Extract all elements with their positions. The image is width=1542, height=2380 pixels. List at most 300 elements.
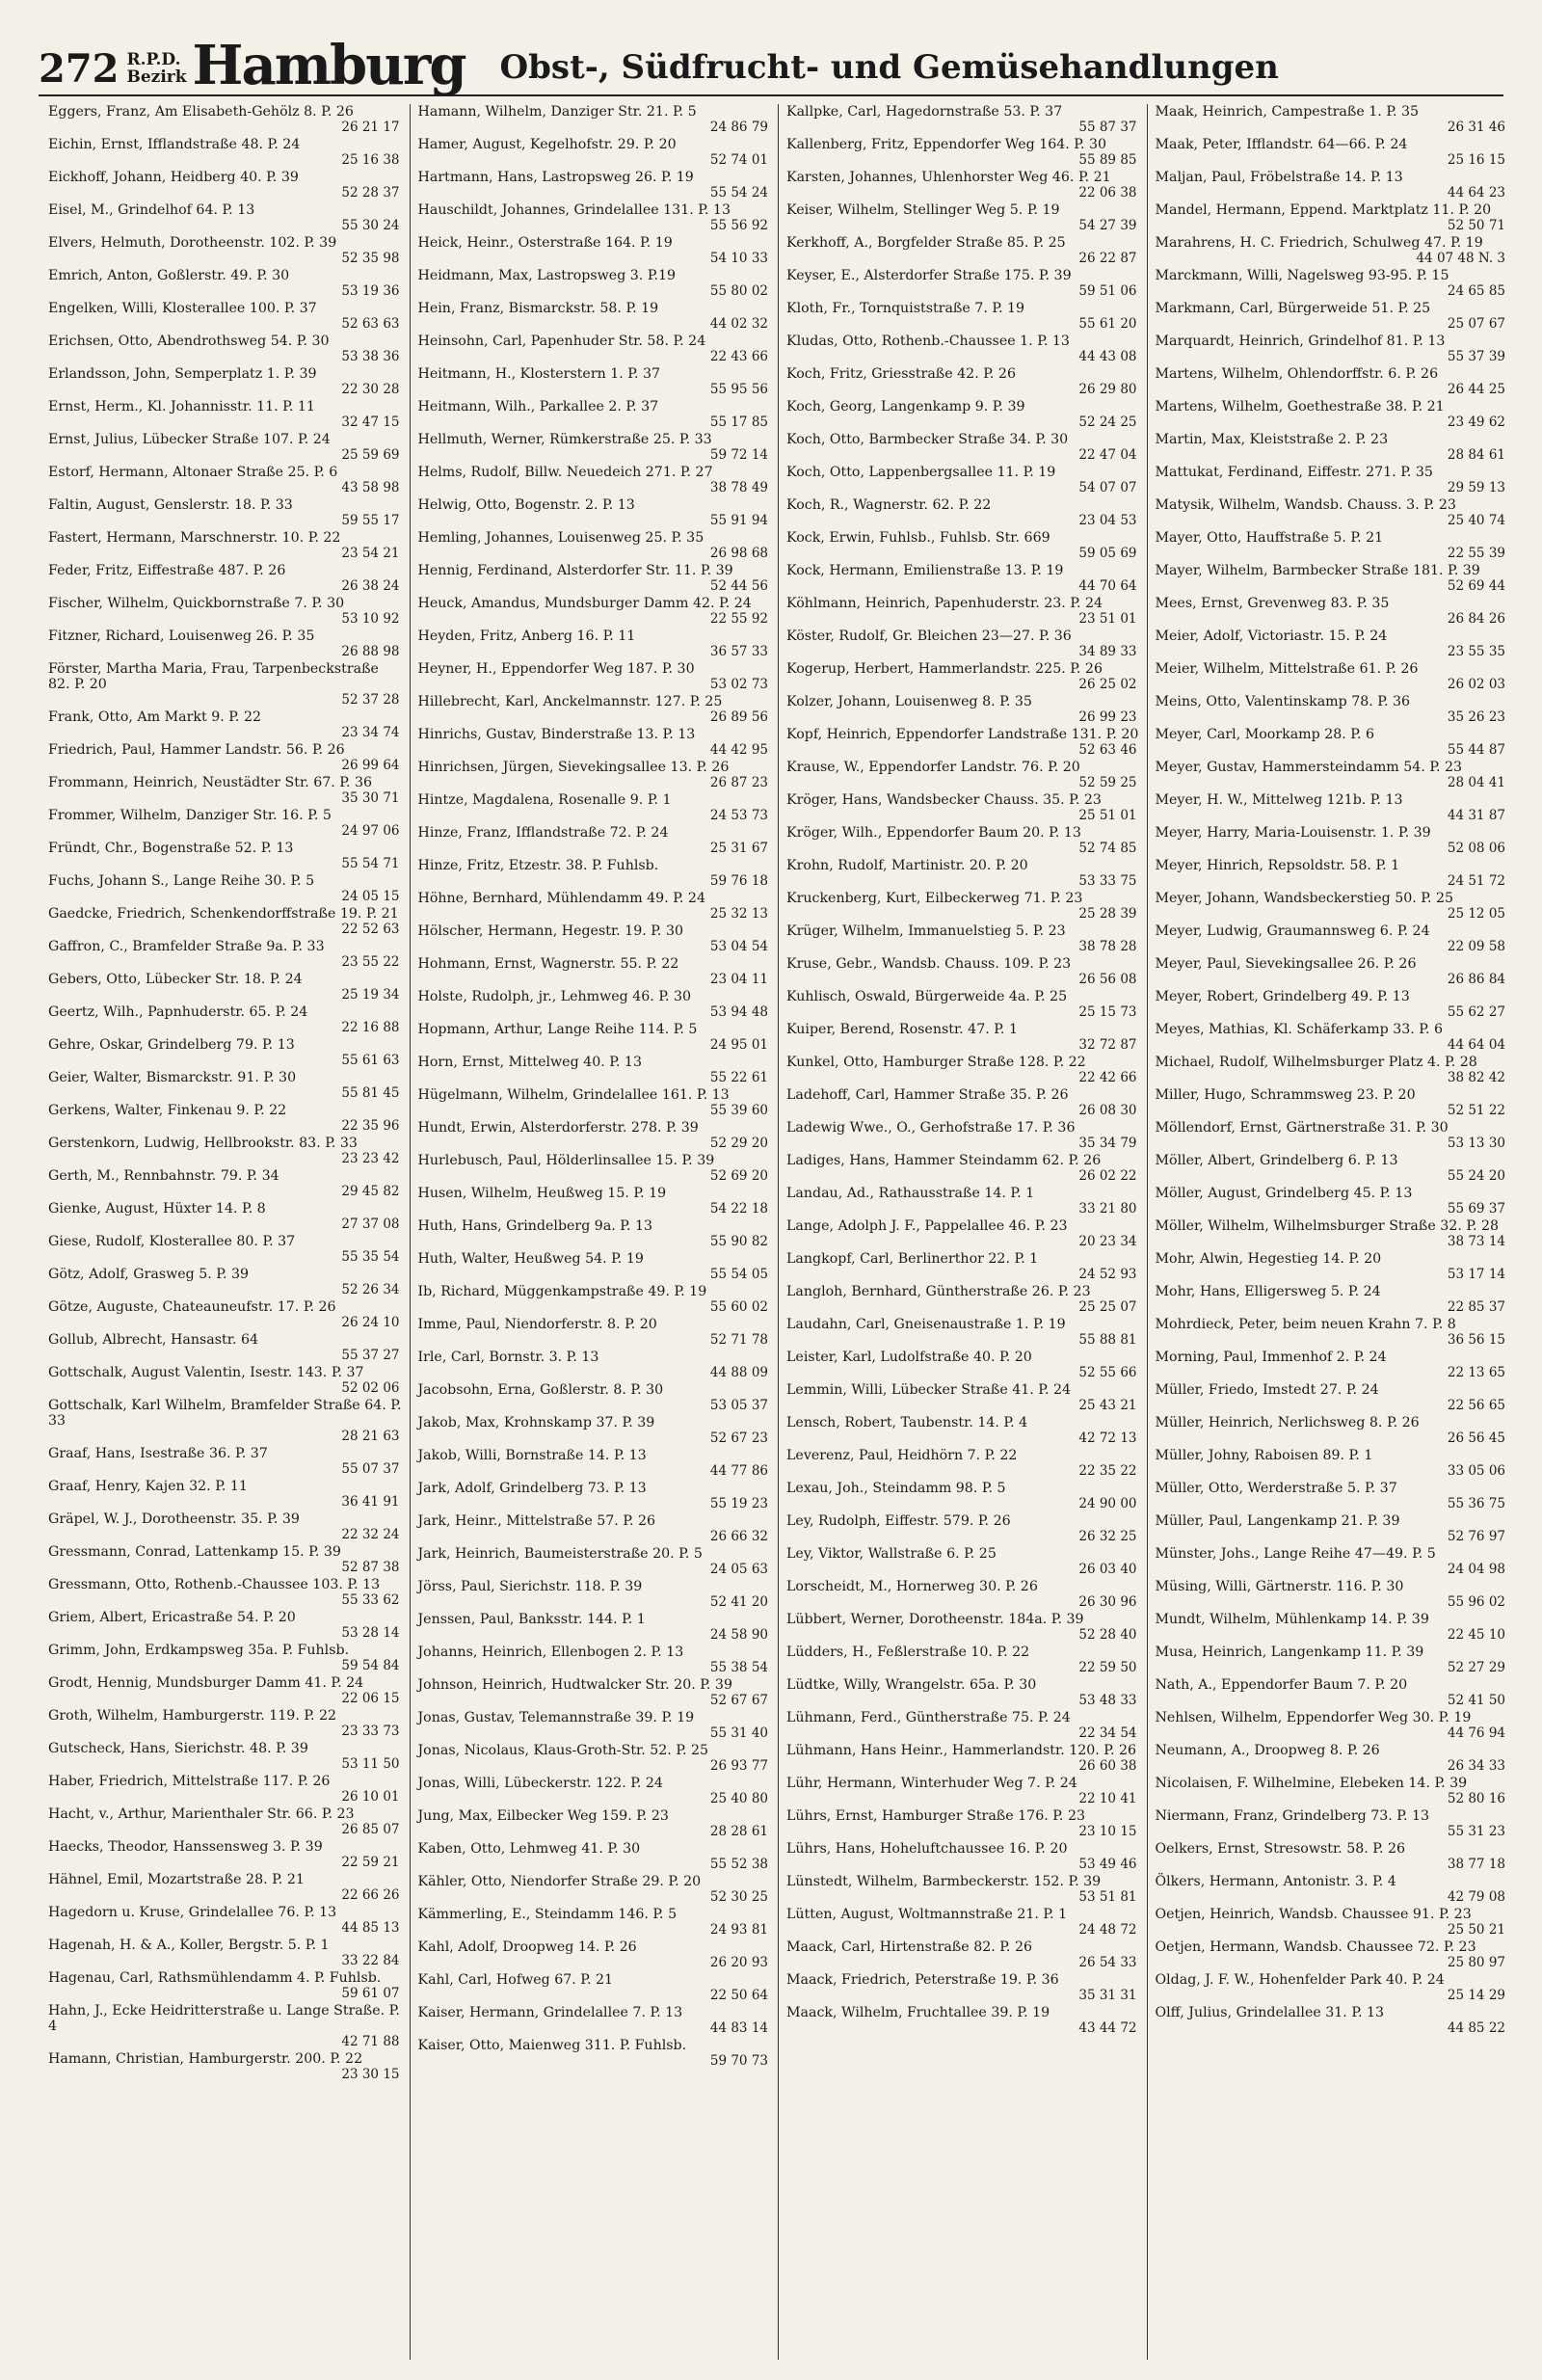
entry-phone: 38 77 18 (1447, 1857, 1505, 1872)
entry-phone: 52 41 20 (709, 1594, 768, 1610)
entry-text: Langkopf, Carl, Berlinerthor 22. P. 1 (786, 1251, 1039, 1267)
entry-phone: 23 55 22 (341, 954, 400, 970)
entry-text: Kock, Erwin, Fuhlsb., Fuhlsb. Str. 669 (786, 530, 1050, 546)
entry-text: Groth, Wilhelm, Hamburgerstr. 119. P. 22 (48, 1708, 337, 1724)
directory-entry (48, 1544, 402, 1575)
entry-phone: 26 99 23 (1078, 709, 1137, 725)
entry-phone: 55 69 37 (1447, 1201, 1505, 1217)
entry-phone: 55 54 71 (341, 856, 400, 871)
entry-phone: 53 51 81 (1078, 1889, 1137, 1905)
directory-entry (1156, 825, 1508, 856)
directory-entry (786, 1022, 1139, 1053)
entry-text: Ölkers, Hermann, Antonistr. 3. P. 4 (1155, 1874, 1396, 1889)
directory-entry (48, 2003, 402, 2049)
directory-entry (1156, 1087, 1508, 1118)
entry-phone: 52 08 06 (1447, 841, 1505, 856)
entry-phone: 24 90 00 (1078, 1496, 1137, 1511)
entry-phone: 55 87 37 (1078, 120, 1137, 135)
entry-phone: 24 48 72 (1078, 1922, 1137, 1938)
entry-text: Estorf, Hermann, Altonaer Straße 25. P. 6 (48, 465, 338, 480)
entry-phone: 55 62 27 (1447, 1004, 1505, 1020)
entry-text: Miller, Hugo, Schrammsweg 23. P. 20 (1155, 1087, 1416, 1103)
entry-phone: 55 36 75 (1447, 1496, 1505, 1511)
directory-entry (786, 1612, 1139, 1643)
directory-entry (418, 1841, 771, 1872)
entry-phone: 55 91 94 (709, 513, 768, 528)
entry-phone: 22 35 96 (341, 1118, 400, 1134)
entry-phone: 26 98 68 (709, 546, 768, 561)
directory-entry (418, 268, 771, 299)
entry-text: Müller, Paul, Langenkamp 21. P. 39 (1155, 1513, 1400, 1529)
entry-phone: 55 61 20 (1078, 316, 1137, 332)
directory-entry (48, 841, 402, 871)
entry-phone: 55 81 45 (341, 1085, 400, 1101)
entry-phone: 25 31 67 (709, 841, 768, 856)
entry-phone: 22 55 92 (709, 611, 768, 627)
entry-text: Kröger, Wilh., Eppendorfer Baum 20. P. 13 (786, 825, 1081, 841)
directory-entry (786, 596, 1139, 627)
entry-text: Oetjen, Hermann, Wandsb. Chaussee 72. P. 23 (1155, 1939, 1476, 1955)
directory-entry (48, 1708, 402, 1739)
entry-phone: 25 40 80 (709, 1791, 768, 1806)
entry-phone: 55 39 60 (709, 1103, 768, 1118)
entry-phone: 23 10 15 (1078, 1824, 1137, 1839)
entry-phone: 52 35 98 (341, 251, 400, 266)
directory-entry (48, 137, 402, 168)
entry-text: Haecks, Theodor, Hanssensweg 3. P. 39 (48, 1839, 323, 1855)
directory-entry (1156, 1743, 1508, 1774)
directory-entry (1156, 104, 1508, 135)
directory-entry (48, 1037, 402, 1068)
entry-text: Mandel, Hermann, Eppend. Marktplatz 11. P. 20 (1155, 202, 1492, 218)
directory-entry (418, 2005, 771, 2036)
entry-phone: 26 20 93 (709, 1955, 768, 1970)
directory-entry (418, 1743, 771, 1774)
entry-phone: 55 90 82 (709, 1234, 768, 1249)
entry-phone: 24 05 63 (709, 1562, 768, 1577)
directory-entry (1156, 1218, 1508, 1249)
entry-text: Kerkhoff, A., Borgfelder Straße 85. P. 25 (786, 235, 1066, 251)
directory-entry (48, 1446, 402, 1477)
entry-phone: 55 89 85 (1078, 152, 1137, 168)
entry-text: Imme, Paul, Niendorferstr. 8. P. 20 (417, 1317, 657, 1332)
directory-entry (48, 301, 402, 332)
entry-phone: 55 30 24 (341, 218, 400, 233)
entry-phone: 25 16 15 (1447, 152, 1505, 168)
entry-phone: 52 55 66 (1078, 1365, 1137, 1380)
entry-phone: 22 56 65 (1447, 1398, 1505, 1413)
entry-phone: 53 19 36 (341, 283, 400, 299)
entry-phone: 22 66 26 (341, 1887, 400, 1903)
entry-text: Lütten, August, Woltmannstraße 21. P. 1 (786, 1907, 1068, 1922)
directory-entry (786, 1251, 1139, 1282)
directory-entry (418, 170, 771, 201)
directory-entry (418, 923, 771, 954)
directory-entry (1156, 1055, 1508, 1085)
entry-phone: 52 67 67 (709, 1693, 768, 1708)
entry-text: Kaben, Otto, Lehmweg 41. P. 30 (417, 1841, 641, 1857)
directory-entry (418, 1251, 771, 1282)
entry-phone: 55 19 23 (709, 1496, 768, 1511)
directory-entry (418, 399, 771, 430)
entry-text: Huth, Hans, Grindelberg 9a. P. 13 (417, 1218, 653, 1234)
entry-phone: 55 54 24 (709, 185, 768, 201)
entry-phone: 26 31 46 (1447, 120, 1505, 135)
entry-text: Hügelmann, Wilhelm, Grindelallee 161. P. 13 (417, 1087, 730, 1103)
directory-entry (418, 1317, 771, 1348)
entry-text: Götz, Adolf, Grasweg 5. P. 39 (48, 1267, 250, 1282)
directory-entry (418, 1022, 771, 1053)
entry-text: Krüger, Wilhelm, Immanuelstieg 5. P. 23 (786, 923, 1066, 939)
entry-text: Hagedorn u. Kruse, Grindelallee 76. P. 13 (48, 1905, 337, 1920)
entry-phone: 55 38 54 (709, 1660, 768, 1675)
entry-text: Martens, Wilhelm, Ohlendorffstr. 6. P. 26 (1155, 366, 1439, 382)
directory-entry (418, 1481, 771, 1511)
entry-phone: 53 17 14 (1447, 1267, 1505, 1282)
entry-phone: 26 85 07 (341, 1822, 400, 1837)
entry-text: Mattukat, Ferdinand, Eiffestr. 271. P. 35 (1155, 465, 1433, 480)
entry-phone: 25 40 74 (1447, 513, 1505, 528)
directory-entry (48, 1938, 402, 1968)
directory-entry (48, 939, 402, 970)
entry-text: Helms, Rudolf, Billw. Neuedeich 271. P. 27 (417, 465, 713, 480)
entry-phone: 43 44 72 (1078, 2020, 1137, 2036)
entry-text: Mayer, Otto, Hauffstraße 5. P. 21 (1155, 530, 1384, 546)
directory-entry (48, 1479, 402, 1510)
entry-text: Lensch, Robert, Taubenstr. 14. P. 4 (786, 1415, 1028, 1431)
entry-phone: 25 12 05 (1447, 906, 1505, 922)
entry-text: Hauschildt, Johannes, Grindelallee 131. P. 13 (417, 202, 731, 218)
directory-entry (48, 1299, 402, 1330)
directory-entry (1156, 530, 1508, 561)
entry-phone: 26 03 40 (1078, 1562, 1137, 1577)
entry-text: Eggers, Franz, Am Elisabeth-Gehölz 8. P. 26 (48, 104, 354, 120)
entry-phone: 26 02 22 (1078, 1168, 1137, 1184)
entry-phone: 52 80 16 (1447, 1791, 1505, 1806)
directory-entry (786, 1546, 1139, 1577)
entry-text: Langloh, Bernhard, Güntherstraße 26. P. 23 (786, 1284, 1091, 1299)
entry-phone: 25 32 13 (709, 906, 768, 922)
entry-text: Leister, Karl, Ludolfstraße 40. P. 20 (786, 1350, 1032, 1365)
entry-phone: 32 47 15 (341, 414, 400, 430)
entry-text: Jenssen, Paul, Banksstr. 144. P. 1 (417, 1612, 646, 1627)
entry-phone: 26 29 80 (1078, 382, 1137, 397)
directory-entry (786, 1481, 1139, 1511)
entry-phone: 55 80 02 (709, 283, 768, 299)
directory-entry (1156, 366, 1508, 397)
entry-text: Graaf, Hans, Isestraße 36. P. 37 (48, 1446, 268, 1461)
directory-entry (1156, 1776, 1508, 1806)
directory-entry (418, 1677, 771, 1708)
entry-text: Hillebrecht, Karl, Anckelmannstr. 127. P. 25 (417, 694, 723, 709)
entry-phone: 44 77 86 (709, 1463, 768, 1479)
directory-entry (418, 956, 771, 987)
entry-text: Möller, Wilhelm, Wilhelmsburger Straße 32. P. 28 (1155, 1218, 1500, 1234)
directory-entry (786, 1776, 1139, 1806)
entry-text: Kallpke, Carl, Hagedornstraße 53. P. 37 (786, 104, 1063, 120)
entry-phone: 25 43 21 (1078, 1398, 1137, 1413)
directory-entry (48, 1365, 402, 1396)
directory-entry (786, 1382, 1139, 1413)
entry-phone: 22 06 38 (1078, 185, 1137, 201)
directory-entry (1156, 1874, 1508, 1905)
directory-entry (48, 1839, 402, 1870)
column-3 (778, 104, 1147, 2360)
directory-entry (418, 1972, 771, 2003)
entry-phone: 23 54 21 (341, 546, 400, 561)
entry-text: Maak, Peter, Ifflandstr. 64—66. P. 24 (1155, 137, 1408, 152)
directory-entry (786, 104, 1139, 135)
entry-text: Lemmin, Willi, Lübecker Straße 41. P. 24 (786, 1382, 1072, 1398)
directory-entry (786, 334, 1139, 364)
entry-text: Ladewig Wwe., O., Gerhofstraße 17. P. 36 (786, 1120, 1076, 1136)
directory-entry (418, 858, 771, 889)
entry-text: Friedrich, Paul, Hammer Landstr. 56. P. 26 (48, 742, 345, 758)
entry-phone: 22 47 04 (1078, 447, 1137, 463)
entry-phone: 42 71 88 (341, 2034, 400, 2049)
entry-phone: 55 22 61 (709, 1070, 768, 1085)
directory-entry (786, 497, 1139, 528)
entry-phone: 59 54 84 (341, 1658, 400, 1673)
entry-phone: 53 02 73 (709, 677, 768, 692)
entry-phone: 26 60 38 (1078, 1758, 1137, 1774)
entry-phone: 52 63 46 (1078, 742, 1137, 758)
entry-phone: 53 13 30 (1447, 1136, 1505, 1151)
entry-text: Helwig, Otto, Bogenstr. 2. P. 13 (417, 497, 635, 513)
entry-text: Marquardt, Heinrich, Grindelhof 81. P. 13 (1155, 334, 1446, 349)
entry-phone: 52 37 28 (341, 692, 400, 708)
entry-text: Hacht, v., Arthur, Marienthaler Str. 66. P. 23 (48, 1806, 355, 1822)
directory-entry (418, 1513, 771, 1544)
directory-entry (48, 1511, 402, 1542)
entry-phone: 26 22 87 (1078, 251, 1137, 266)
entry-text: Lüdtke, Willy, Wrangelstr. 65a. P. 30 (786, 1677, 1037, 1693)
directory-entry (1156, 1939, 1508, 1970)
entry-text: Meyer, Robert, Grindelberg 49. P. 13 (1155, 989, 1410, 1004)
directory-entry (1156, 1120, 1508, 1151)
directory-entry (786, 301, 1139, 332)
directory-entry (786, 1907, 1139, 1938)
entry-text: Mohr, Hans, Elligersweg 5. P. 24 (1155, 1284, 1381, 1299)
directory-entry (48, 1004, 402, 1035)
entry-phone: 52 26 34 (341, 1282, 400, 1297)
entry-text: Oldag, J. F. W., Hohenfelder Park 40. P. 24 (1155, 1972, 1445, 1988)
directory-entry (786, 1677, 1139, 1708)
directory-entry (48, 1070, 402, 1101)
entry-text: Maljan, Paul, Fröbelstraße 14. P. 13 (1155, 170, 1403, 185)
entry-phone: 22 10 41 (1078, 1791, 1137, 1806)
directory-entry (1156, 727, 1508, 758)
entry-text: Meyer, Gustav, Hammersteindamm 54. P. 23 (1155, 760, 1463, 775)
entry-phone: 59 61 07 (341, 1986, 400, 2001)
directory-entry (48, 873, 402, 904)
directory-entry (1156, 1284, 1508, 1315)
directory-entry (1156, 1677, 1508, 1708)
directory-entry (1156, 170, 1508, 201)
entry-phone: 33 21 80 (1078, 1201, 1137, 1217)
section-title: Obst-, Südfrucht- und Gemüsehandlungen (499, 48, 1279, 87)
entry-text: Ley, Viktor, Wallstraße 6. P. 25 (786, 1546, 997, 1562)
entry-text: Kloth, Fr., Tornquiststraße 7. P. 19 (786, 301, 1025, 316)
entry-text: Gebers, Otto, Lübecker Str. 18. P. 24 (48, 972, 303, 987)
entry-text: Hamann, Wilhelm, Danziger Str. 21. P. 5 (417, 104, 697, 120)
entry-phone: 24 52 93 (1078, 1267, 1137, 1282)
directory-entry (418, 202, 771, 233)
directory-entry (1156, 1481, 1508, 1511)
directory-entry (786, 956, 1139, 987)
directory-entry (48, 709, 402, 740)
entry-text: Morning, Paul, Immenhof 2. P. 24 (1155, 1350, 1387, 1365)
entry-phone: 28 84 61 (1447, 447, 1505, 463)
entry-phone: 52 71 78 (709, 1332, 768, 1348)
directory-entry (48, 775, 402, 806)
entry-phone: 44 31 87 (1447, 808, 1505, 823)
entry-text: Gehre, Oskar, Grindelberg 79. P. 13 (48, 1037, 295, 1053)
entry-text: Markmann, Carl, Bürgerweide 51. P. 25 (1155, 301, 1431, 316)
directory-entry (48, 399, 402, 430)
directory-entry (786, 1808, 1139, 1839)
entry-text: Keiser, Wilhelm, Stellinger Weg 5. P. 19 (786, 202, 1060, 218)
entry-text: Niermann, Franz, Grindelberg 73. P. 13 (1155, 1808, 1430, 1824)
entry-text: Hundt, Erwin, Alsterdorferstr. 278. P. 39 (417, 1120, 699, 1136)
entry-phone: 44 76 94 (1447, 1725, 1505, 1741)
directory-entry (48, 1774, 402, 1805)
directory-entry (1156, 235, 1508, 266)
entry-text: Johanns, Heinrich, Ellenbogen 2. P. 13 (417, 1645, 684, 1660)
directory-entry (48, 1267, 402, 1297)
directory-entry (786, 1087, 1139, 1118)
entry-text: Heick, Heinr., Osterstraße 164. P. 19 (417, 235, 673, 251)
directory-entry (418, 694, 771, 725)
entry-phone: 55 31 23 (1447, 1824, 1505, 1839)
directory-entry (1156, 956, 1508, 987)
entry-text: Ladiges, Hans, Hammer Steindamm 62. P. 26 (786, 1153, 1102, 1168)
entry-phone: 24 58 90 (709, 1627, 768, 1643)
entry-text: Kruse, Gebr., Wandsb. Chauss. 109. P. 23 (786, 956, 1072, 972)
entry-phone: 42 72 13 (1078, 1431, 1137, 1446)
entry-phone: 22 85 37 (1447, 1299, 1505, 1315)
entry-phone: 59 72 14 (709, 447, 768, 463)
entry-text: Gerkens, Walter, Finkenau 9. P. 22 (48, 1103, 287, 1118)
entry-phone: 22 30 28 (341, 382, 400, 397)
entry-phone: 29 59 13 (1447, 480, 1505, 495)
entry-phone: 33 05 06 (1447, 1463, 1505, 1479)
entry-text: Kruckenberg, Kurt, Eilbeckerweg 71. P. 23 (786, 891, 1083, 906)
entry-text: Hinrichs, Gustav, Binderstraße 13. P. 13 (417, 727, 696, 742)
entry-text: Meier, Wilhelm, Mittelstraße 61. P. 26 (1155, 661, 1419, 677)
entry-phone: 54 27 39 (1078, 218, 1137, 233)
entry-phone: 25 15 73 (1078, 1004, 1137, 1020)
entry-phone: 26 38 24 (341, 578, 400, 594)
entry-phone: 25 25 07 (1078, 1299, 1137, 1315)
entry-phone: 26 56 08 (1078, 972, 1137, 987)
entry-text: Lühmann, Hans Heinr., Hammerlandstr. 120. P. 26 (786, 1743, 1137, 1758)
entry-text: Kunkel, Otto, Hamburger Straße 128. P. 22 (786, 1055, 1086, 1070)
directory-entry (786, 137, 1139, 168)
entry-text: Heyner, H., Eppendorfer Weg 187. P. 30 (417, 661, 695, 677)
entry-phone: 59 05 69 (1078, 546, 1137, 561)
directory-entry (1156, 563, 1508, 594)
entry-phone: 55 96 02 (1447, 1594, 1505, 1610)
directory-entry (786, 891, 1139, 922)
entry-phone: 52 74 01 (709, 152, 768, 168)
entry-phone: 59 55 17 (341, 513, 400, 528)
entry-text: Huth, Walter, Heußweg 54. P. 19 (417, 1251, 644, 1267)
entry-text: Müsing, Willi, Gärtnerstr. 116. P. 30 (1155, 1579, 1404, 1594)
entry-text: Faltin, August, Genslerstr. 18. P. 33 (48, 497, 293, 513)
entry-text: Kaiser, Hermann, Grindelallee 7. P. 13 (417, 2005, 683, 2020)
entry-phone: 55 07 37 (341, 1461, 400, 1477)
entry-phone: 26 25 02 (1078, 677, 1137, 692)
entry-text: Lorscheidt, M., Hornerweg 30. P. 26 (786, 1579, 1038, 1594)
entry-phone: 26 66 32 (709, 1529, 768, 1544)
entry-phone: 55 54 05 (709, 1267, 768, 1282)
entry-text: Fastert, Hermann, Marschnerstr. 10. P. 22 (48, 530, 341, 546)
entry-phone: 26 54 33 (1078, 1955, 1137, 1970)
entry-text: Frommann, Heinrich, Neustädter Str. 67. P. 36 (48, 775, 373, 790)
directory-entry (1156, 137, 1508, 168)
directory-entry (1156, 1513, 1508, 1544)
directory-entry (48, 465, 402, 495)
entry-phone: 52 67 23 (709, 1431, 768, 1446)
entry-phone: 52 59 25 (1078, 775, 1137, 790)
bezirk-label: Bezirk (126, 67, 187, 88)
page-header (39, 17, 1503, 96)
entry-text: Emrich, Anton, Goßlerstr. 49. P. 30 (48, 268, 290, 283)
entry-phone: 53 38 36 (341, 349, 400, 364)
entry-phone: 44 64 04 (1447, 1037, 1505, 1053)
directory-entry (48, 202, 402, 233)
entry-text: Hemling, Johannes, Louisenweg 25. P. 35 (417, 530, 705, 546)
entry-phone: 22 13 65 (1447, 1365, 1505, 1380)
entry-phone: 23 49 62 (1447, 414, 1505, 430)
directory-entry (1156, 1251, 1508, 1282)
directory-entry (48, 742, 402, 773)
directory-entry (786, 1350, 1139, 1380)
directory-entry (1156, 432, 1508, 463)
entry-text: Oetjen, Heinrich, Wandsb. Chaussee 91. P. 23 (1155, 1907, 1472, 1922)
entry-phone: 23 55 35 (1447, 644, 1505, 659)
entry-text: Lühmann, Ferd., Güntherstraße 75. P. 24 (786, 1710, 1071, 1725)
entry-text: Heitmann, Wilh., Parkallee 2. P. 37 (417, 399, 659, 414)
entry-text: Eichin, Ernst, Ifflandstraße 48. P. 24 (48, 137, 301, 152)
entry-text: Jonas, Gustav, Telemannstraße 39. P. 19 (417, 1710, 695, 1725)
entry-phone: 35 31 31 (1078, 1988, 1137, 2003)
entry-text: Gollub, Albrecht, Hansastr. 64 (48, 1332, 259, 1348)
entry-text: Hölscher, Hermann, Hegestr. 19. P. 30 (417, 923, 683, 939)
entry-text: Ley, Rudolph, Eiffestr. 579. P. 26 (786, 1513, 1011, 1529)
entry-phone: 23 34 74 (341, 725, 400, 740)
entry-phone: 25 51 01 (1078, 808, 1137, 823)
entry-text: Martin, Max, Kleiststraße 2. P. 23 (1155, 432, 1389, 447)
entry-text: Gerstenkorn, Ludwig, Hellbrookstr. 83. P. 33 (48, 1136, 358, 1151)
entry-phone: 52 27 29 (1447, 1660, 1505, 1675)
entry-phone: 25 50 21 (1447, 1922, 1505, 1938)
entry-text: Meyer, Johann, Wandsbeckerstieg 50. P. 25 (1155, 891, 1454, 906)
entry-phone: 52 02 06 (341, 1380, 400, 1396)
directory-entry (786, 1841, 1139, 1872)
directory-entry (418, 1808, 771, 1839)
entry-phone: 52 74 85 (1078, 841, 1137, 856)
entry-text: Kröger, Hans, Wandsbecker Chauss. 35. P. 23 (786, 792, 1102, 808)
entry-phone: 44 43 08 (1078, 349, 1137, 364)
entry-phone: 55 17 85 (709, 414, 768, 430)
directory-entry (48, 906, 402, 937)
entry-phone: 25 80 97 (1447, 1955, 1505, 1970)
directory-entry (786, 1120, 1139, 1151)
directory-entry (1156, 1907, 1508, 1938)
entry-text: Hamann, Christian, Hamburgerstr. 200. P. 22 (48, 2051, 363, 2067)
